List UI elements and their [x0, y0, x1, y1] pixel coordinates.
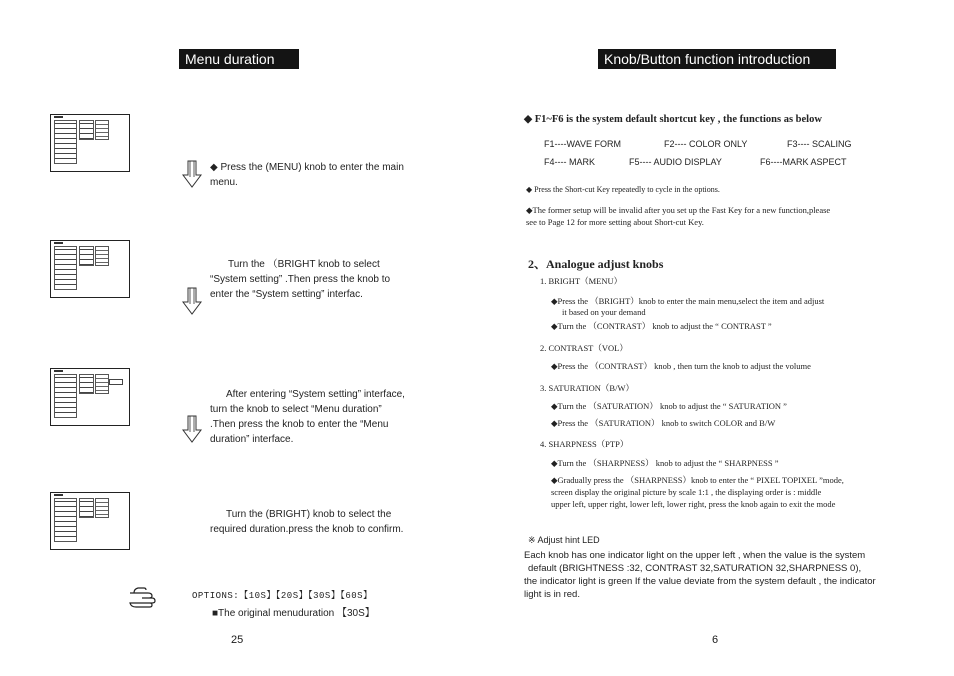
sharpness-line-2: ◆Gradually press the （SHARPNESS）knob to enter the “ PIXEL TOPIXEL ”mode, [551, 475, 844, 485]
sharpness-line-4: upper left, upper right, lower left, lower right, press the knob again to exit the mode [551, 499, 836, 509]
shortcut-note-1: ◆ Press the Short-cut Key repeatedly to cycle in the options. [526, 185, 720, 194]
f4-label: F4---- MARK [544, 157, 595, 167]
contrast-vol-title: 2. CONTRAST（VOL） [540, 343, 628, 353]
bright-line-1: ◆Press the （BRIGHT）knob to enter the main menu,select the item and adjust [551, 296, 825, 306]
step-3-text: After entering “System setting” interface, turn the knob to select “Menu duration” .Then press the knob to enter the “Menu duration” interface. [210, 389, 405, 445]
hint-line-2: default (BRIGHTNESS :32, CONTRAST 32,SATURATION 32,SHARPNESS 0), [528, 563, 862, 574]
analogue-section-title: 2、Analogue adjust knobs [528, 257, 664, 271]
step-1-text: ◆ Press the (MENU) knob to enter the main menu. [210, 162, 404, 188]
f3-label: F3---- SCALING [787, 139, 852, 149]
bright-line-3: ◆Turn the （CONTRAST） knob to adjust the “ CONTRAST ” [551, 321, 772, 331]
bright-menu-title: 1. BRIGHT（MENU） [540, 276, 623, 286]
down-arrow-icon [182, 160, 202, 188]
hint-line-3: the indicator light is green If the value deviate from the system default , the indicator [524, 576, 876, 587]
down-arrow-icon [182, 415, 202, 443]
f2-label: F2---- COLOR ONLY [664, 139, 748, 149]
original-duration-line: ■The original menuduration 【30S】 [212, 608, 375, 619]
menu-screen-thumbnail-4 [50, 492, 130, 550]
saturation-title: 3. SATURATION（B/W） [540, 383, 634, 393]
step-2-text: Turn the （BRIGHT knob to select “System setting” .Then press the knob to enter the “System setting” interfac. [210, 259, 391, 300]
menu-screen-thumbnail-2 [50, 240, 130, 298]
menu-duration-header: Menu duration [179, 49, 299, 69]
options-line: OPTIONS:【10S】【20S】【30S】【60S】 [192, 591, 373, 601]
f-keys-title: ◆ F1~F6 is the system default shortcut key , the functions as below [524, 114, 822, 125]
pointing-hand-icon [128, 585, 162, 609]
sharpness-title: 4. SHARPNESS（PTP） [540, 439, 629, 449]
bright-line-2: it based on your demand [562, 307, 646, 317]
sharpness-line-3: screen display the original picture by scale 1:1 , the displaying order is : middle [551, 487, 822, 497]
saturation-line-2: ◆Press the （SATURATION） knob to switch COLOR and B/W [551, 418, 776, 428]
saturation-line-1: ◆Turn the （SATURATION） knob to adjust the “ SATURATION ” [551, 401, 787, 411]
shortcut-note-2a: ◆The former setup will be invalid after you set up the Fast Key for a new function,please [526, 205, 831, 215]
menu-screen-thumbnail-3 [50, 368, 130, 426]
f5-label: F5---- AUDIO DISPLAY [629, 157, 722, 167]
knob-function-header: Knob/Button function introduction [598, 49, 836, 69]
f1-label: F1----WAVE FORM [544, 139, 621, 149]
shortcut-note-2b: see to Page 12 for more setting about Short-cut Key. [526, 217, 704, 227]
sharpness-line-1: ◆Turn the （SHARPNESS） knob to adjust the “ SHARPNESS ” [551, 458, 779, 468]
page-number-right: 6 [712, 634, 719, 646]
down-arrow-icon [182, 287, 202, 315]
hint-line-1: Each knob has one indicator light on the upper left , when the value is the system [524, 550, 866, 561]
f6-label: F6----MARK ASPECT [760, 157, 847, 167]
hint-led-title: ※ Adjust hint LED [528, 535, 600, 545]
menu-screen-thumbnail-1 [50, 114, 130, 172]
contrast-line-1: ◆Press the （CONTRAST） knob , then turn the knob to adjust the volume [551, 361, 811, 371]
hint-line-4: light is in red. [524, 589, 580, 600]
step-4-text: Turn the (BRIGHT) knob to select the required duration.press the knob to confirm. [210, 509, 404, 535]
page-number-left: 25 [231, 634, 244, 646]
